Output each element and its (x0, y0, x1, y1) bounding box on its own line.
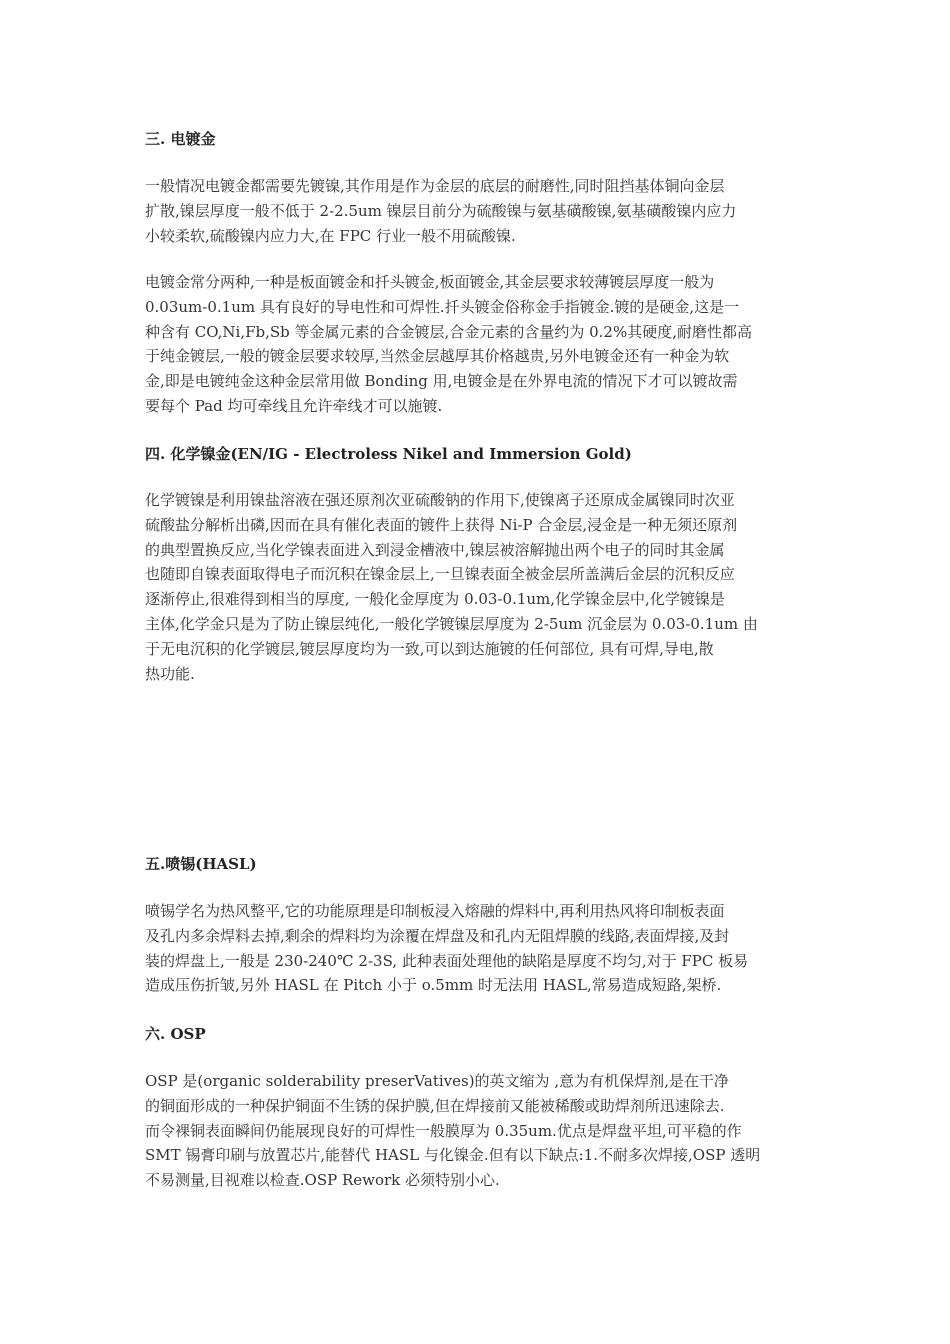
text-line: 0.03um-0.1um 具有良好的导电性和可焊性.扦头镀金俗称金手指镀金.镀的是硬金,这是一 (145, 297, 740, 316)
text-line: 喷锡学名为热风整平,它的功能原理是印制板浸入熔融的焊料中,再利用热风将印制板表面 (145, 902, 725, 920)
text-line: 扩散,镍层厚度一般不低于 2-2.5um 镍层目前分为硫酸镍与氨基磺酸镍,氨基磺酸镍内应力 (145, 201, 737, 220)
text-line: 硫酸盐分解析出磷,因而在具有催化表面的镀件上获得 Ni-P 合金层,浸金是一种无须还原剂 (145, 515, 738, 534)
text-line: OSP 是(organic solderability preserVatives)的英文缩为 ,意为有机保焊剂,是在干净 (145, 1072, 729, 1090)
text-line: 于纯金镀层,一般的镀金层要求较厚,当然金层越厚其价格越贵,另外电镀金还有一种金为软 (145, 347, 730, 366)
text-line: 逐渐停止,很难得到相当的厚度, 一般化金厚度为 0.03-0.1um,化学镍金层中,化学镀镍是 (145, 590, 725, 609)
text-line: 于无电沉积的化学镀层,镀层厚度均为一致,可以到达施镀的任何部位, 具有可焊,导电,散 (145, 639, 714, 658)
paragraph-enig (145, 488, 810, 686)
text-line: 造成压伤折皱,另外 HASL 在 Pitch 小于 o.5mm 时无法用 HASL,常易造成短路,架桥. (145, 976, 722, 995)
text-line: 金,即是电镀纯金这种金层常用做 Bonding 用,电镀金是在外界电流的情况下才可以镀故需 (145, 372, 738, 391)
section-heading-electroplated-gold: 三. 电镀金 (145, 130, 216, 148)
paragraph-electroplated-gold-2 (145, 270, 810, 419)
section-heading-hasl: 五.喷锡(HASL) (145, 855, 257, 873)
text-line: 小较柔软,硫酸镍内应力大,在 FPC 行业一般不用硫酸镍. (145, 226, 516, 245)
text-line: 主体,化学金只是为了防止镍层纯化,一般化学镀镍层厚度为 2-5um 沉金层为 0.03-0.1um 由 (145, 614, 758, 633)
paragraph-electroplated-gold-1 (145, 174, 810, 248)
text-line: 化学镀镍是利用镍盐溶液在强还原剂次亚硫酸钠的作用下,使镍离子还原成金属镍同时次亚 (145, 491, 735, 509)
text-line: 不易测量,目视难以检查.OSP Rework 必须特别小心. (145, 1171, 500, 1190)
text-line: 的铜面形成的一种保护铜面不生锈的保护膜,但在焊接前又能被稀酸或助焊剂所迅速除去. (145, 1096, 725, 1115)
text-line: 一般情况电镀金都需要先镀镍,其作用是作为金层的底层的耐磨性,同时阻挡基体铜向金层 (145, 177, 725, 195)
section-heading-osp: 六. OSP (145, 1025, 206, 1043)
paragraph-osp (145, 1069, 810, 1193)
text-line: 也随即自镍表面取得电子而沉积在镍金层上,一旦镍表面全被金层所盖满后金层的沉积反应 (145, 565, 735, 584)
text-line: 热功能. (145, 664, 195, 683)
section-heading-enig: 四. 化学镍金(EN/IG - Electroless Nikel and Immersion Gold) (145, 445, 632, 463)
text-line: 装的焊盘上,一般是 230-240℃ 2-3S, 此种表面处理他的缺陷是厚度不均匀,对于 FPC 板易 (145, 951, 749, 970)
text-line: 要每个 Pad 均可牵线且允许牵线才可以施镀. (145, 396, 443, 415)
text-line: SMT 锡膏印刷与放置芯片,能替代 HASL 与化镍金.但有以下缺点:1.不耐多次焊接,OSP 透明 (145, 1146, 761, 1165)
text-line: 种含有 CO,Ni,Fb,Sb 等金属元素的合金镀层,合金元素的含量约为 0.2%其硬度,耐磨性都高 (145, 322, 752, 341)
text-line: 而令裸铜表面瞬间仍能展现良好的可焊性一般膜厚为 0.35um.优点是焊盘平坦,可平稳的作 (145, 1121, 742, 1140)
text-line: 电镀金常分两种,一种是板面镀金和扦头镀金,板面镀金,其金层要求较薄镀层厚度一般为 (145, 273, 715, 291)
text-line: 的典型置换反应,当化学镍表面进入到浸金槽液中,镍层被溶解抛出两个电子的同时其金属 (145, 540, 725, 559)
text-line: 及孔内多余焊料去掉,剩余的焊料均为涂覆在焊盘及和孔内无阻焊膜的线路,表面焊接,及封 (145, 926, 730, 945)
paragraph-hasl (145, 899, 810, 998)
